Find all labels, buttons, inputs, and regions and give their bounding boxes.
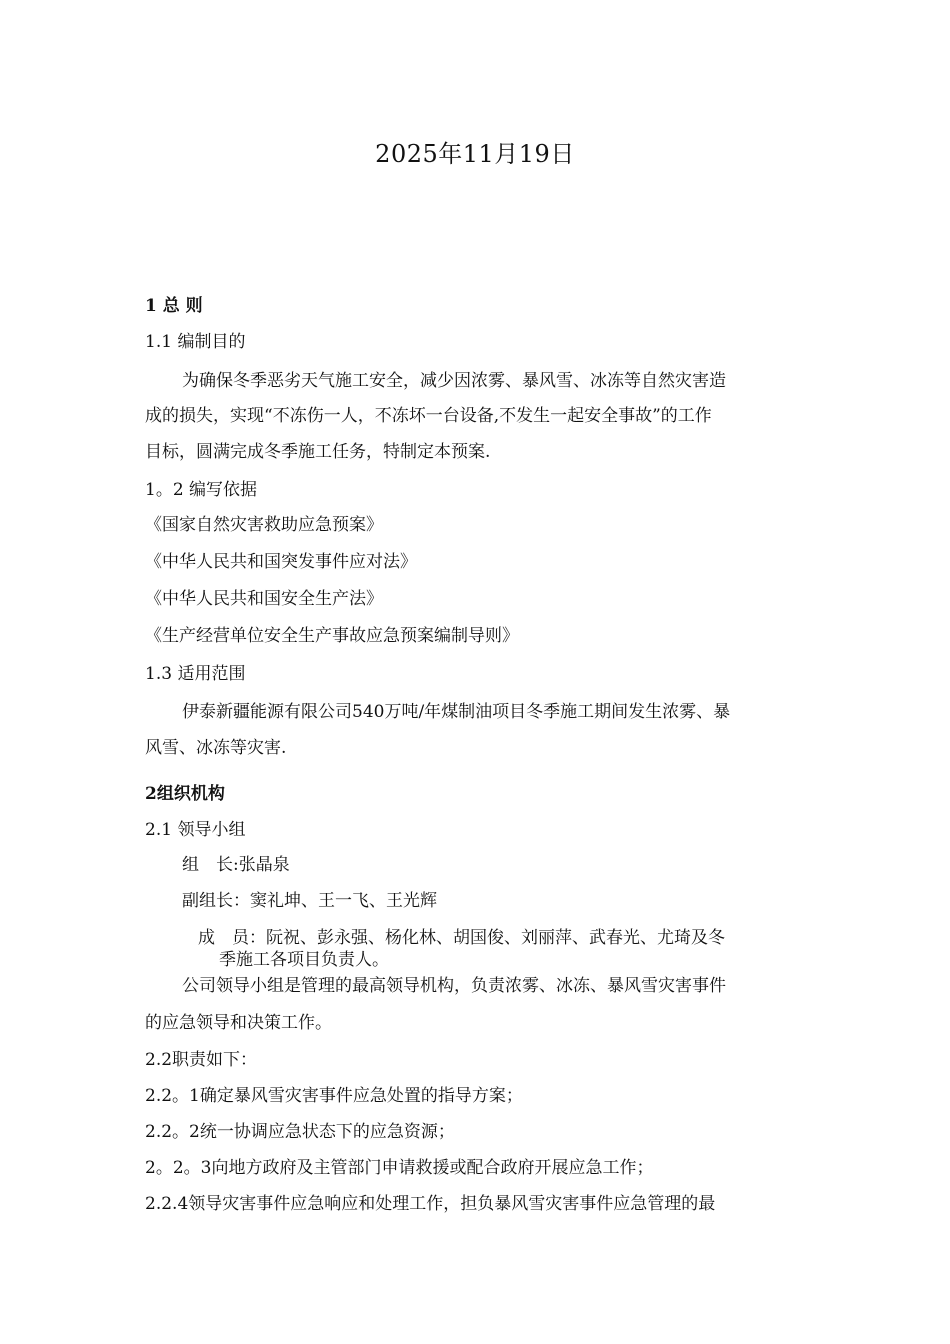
subsection-heading-1-2: 1。2 编写依据	[145, 480, 258, 500]
duty-item: 2.2.4领导灾害事件应急响应和处理工作，担负暴风雪灾害事件应急管理的最	[145, 1194, 716, 1214]
section-heading-2: 2组织机构	[145, 784, 225, 804]
document-date: 2025年11月19日	[375, 140, 575, 168]
reference-item: 《生产经营单位安全生产事故应急预案编制导则》	[145, 626, 519, 646]
subsection-heading-1-3: 1.3 适用范围	[145, 664, 246, 684]
reference-item: 《中华人民共和国突发事件应对法》	[145, 552, 417, 572]
leader-line: 组 长:张晶泉	[182, 855, 290, 875]
duty-item: 2.2。2统一协调应急状态下的应急资源；	[145, 1122, 455, 1142]
deputy-leader-line: 副组长：窦礼坤、王一飞、王光辉	[182, 891, 437, 911]
subsection-heading-1-1: 1.1 编制目的	[145, 332, 246, 352]
duty-item: 2.2。1确定暴风雪灾害事件应急处置的指导方案；	[145, 1086, 523, 1106]
paragraph-line: 成的损失，实现“不冻伤一人，不冻坏一台设备,不发生一起安全事故”的工作	[145, 406, 712, 426]
paragraph-line: 目标，圆满完成冬季施工任务，特制定本预案.	[145, 442, 491, 462]
duty-item: 2。2。3向地方政府及主管部门申请救援或配合政府开展应急工作；	[145, 1158, 654, 1178]
members-line-continued: 季施工各项目负责人。	[219, 950, 389, 970]
reference-item: 《中华人民共和国安全生产法》	[145, 589, 383, 609]
members-line: 成 员：阮祝、彭永强、杨化林、胡国俊、刘丽萍、武春光、尤琦及冬	[198, 928, 725, 948]
subsection-heading-2-1: 2.1 领导小组	[145, 820, 246, 840]
paragraph-line: 风雪、冰冻等灾害.	[145, 738, 287, 758]
paragraph-line: 公司领导小组是管理的最高领导机构，负责浓雾、冰冻、暴风雪灾害事件	[182, 976, 726, 996]
paragraph-line: 的应急领导和决策工作。	[145, 1013, 332, 1033]
section-heading-1: 1 总 则	[145, 296, 203, 316]
paragraph-line: 伊泰新疆能源有限公司540万吨/年煤制油项目冬季施工期间发生浓雾、暴	[182, 702, 731, 722]
paragraph-line: 为确保冬季恶劣天气施工安全，减少因浓雾、暴风雪、冰冻等自然灾害造	[182, 371, 726, 391]
subsection-heading-2-2: 2.2职责如下：	[145, 1050, 258, 1070]
reference-item: 《国家自然灾害救助应急预案》	[145, 515, 383, 535]
